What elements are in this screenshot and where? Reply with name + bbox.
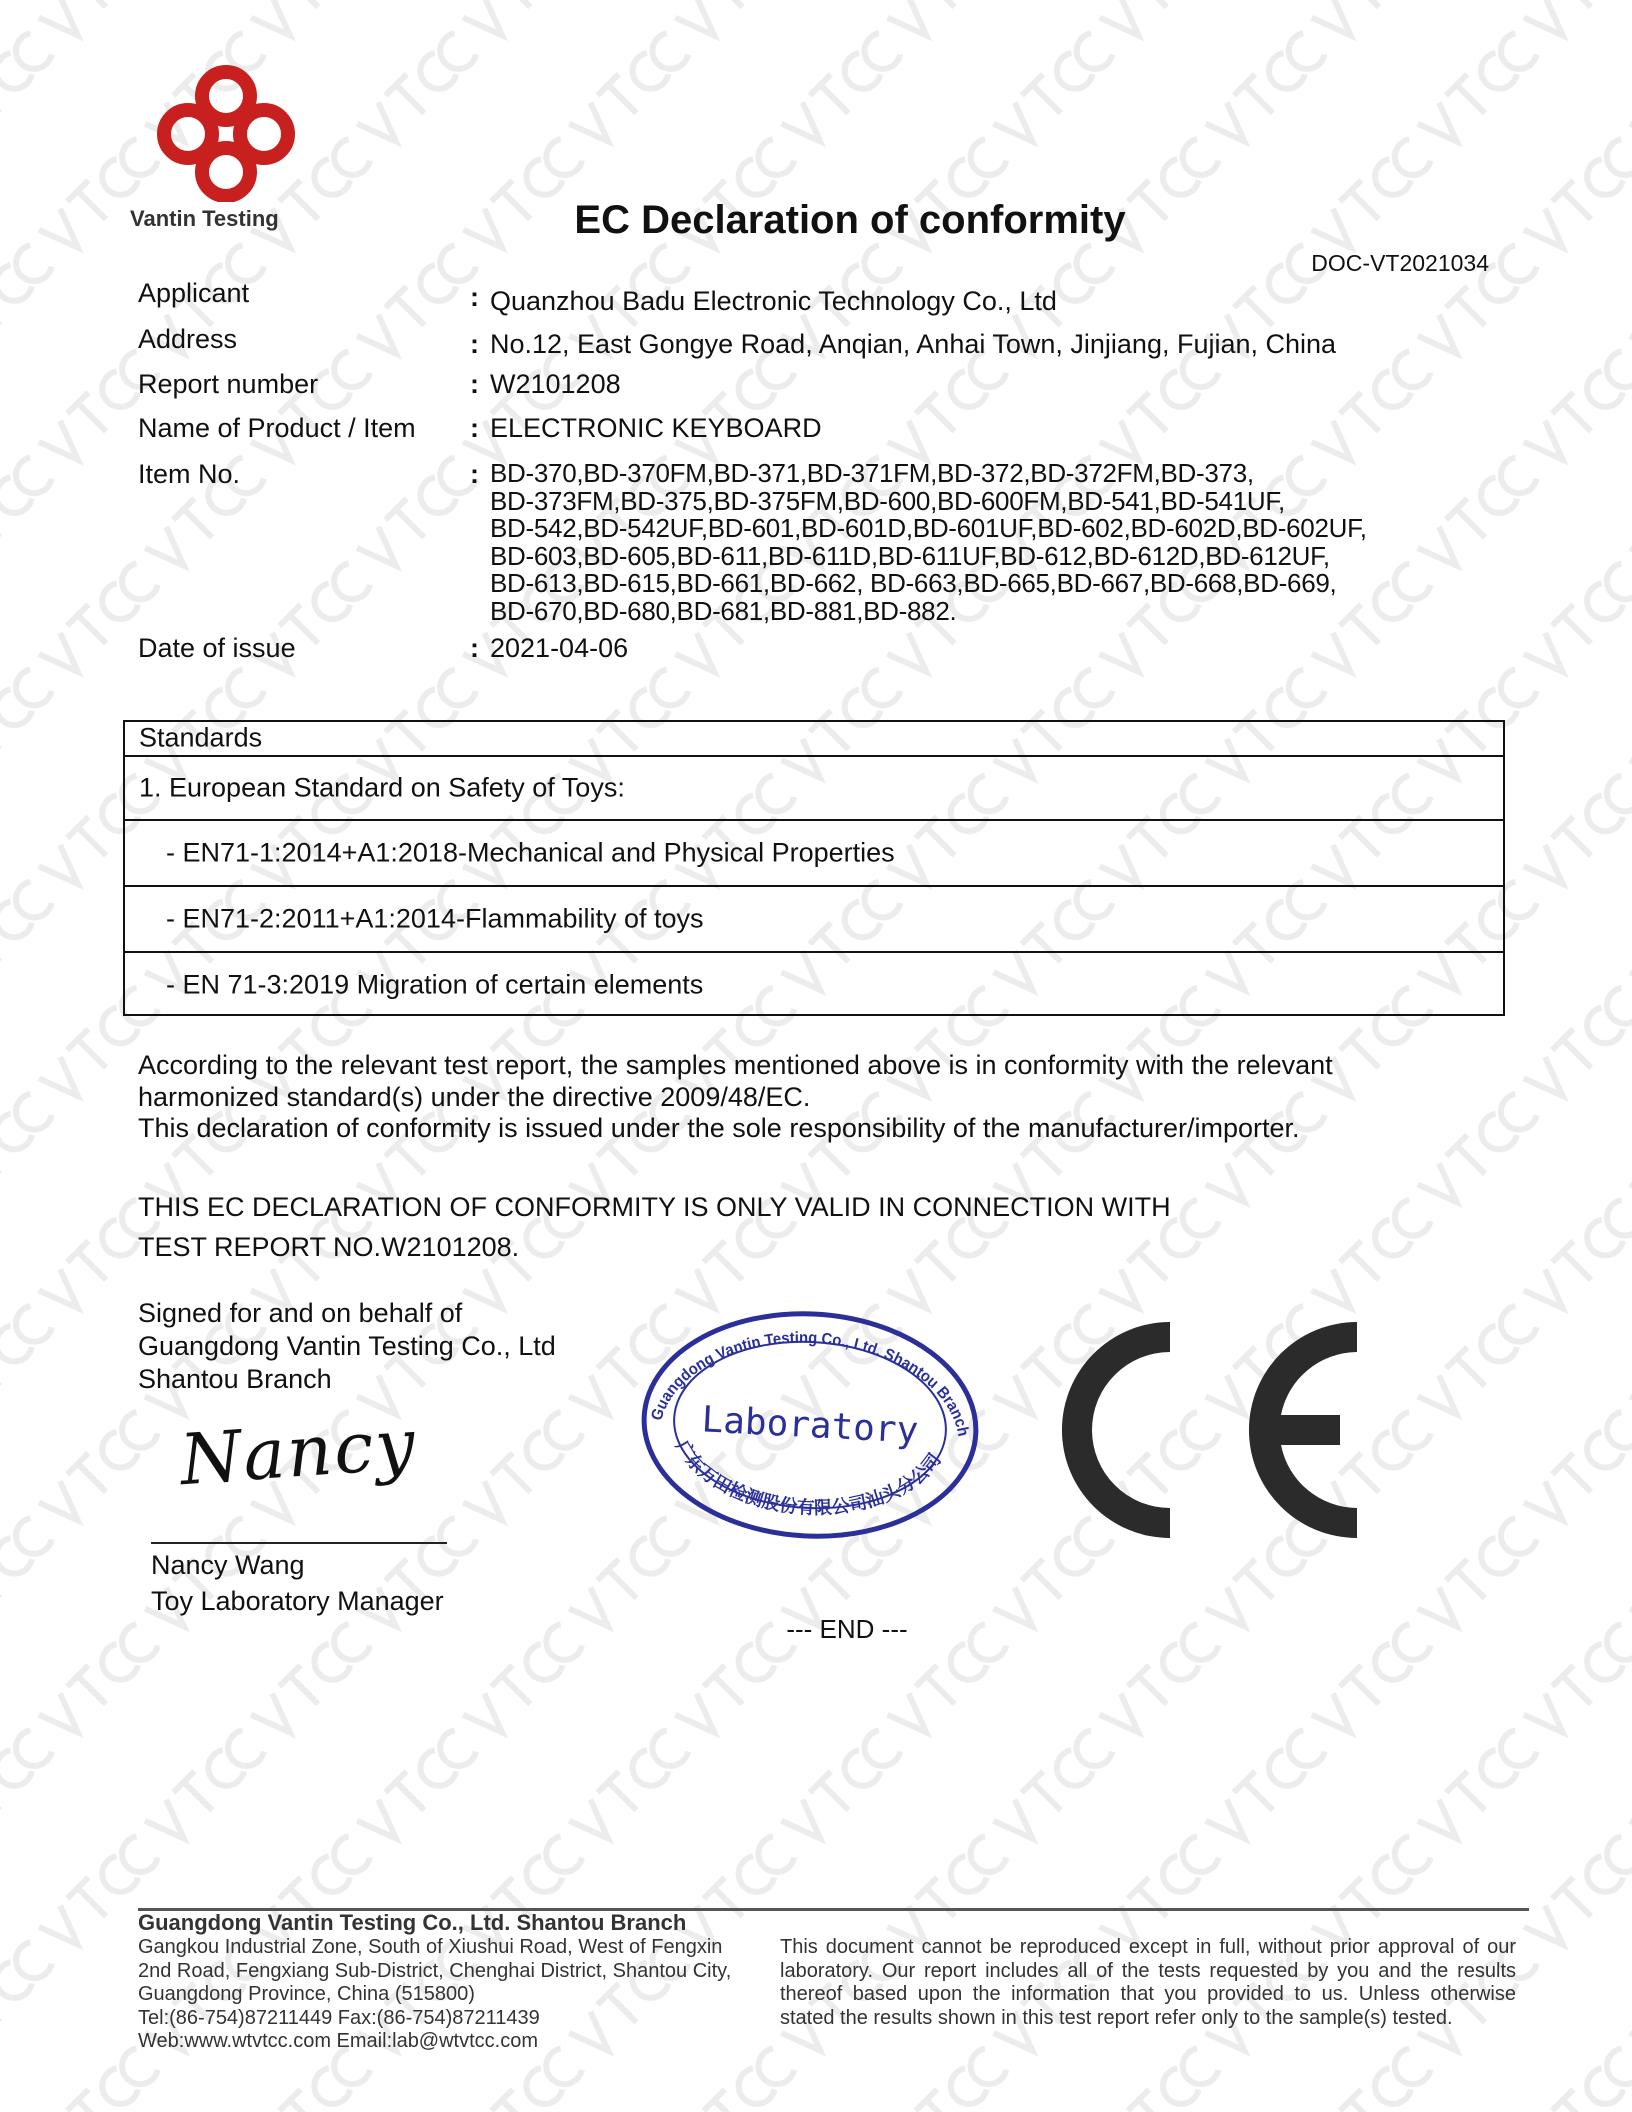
page-title: EC Declaration of conformity xyxy=(574,198,1126,242)
item-line: BD-613,BD-615,BD-661,BD-662, BD-663,BD-665,BD-667,BD-668,BD-669, xyxy=(490,568,1337,598)
logo-text: Vantin Testing xyxy=(130,206,279,231)
ce-mark-icon xyxy=(1050,1320,1360,1540)
colon: : xyxy=(470,329,479,359)
item-no-label: Item No. xyxy=(138,459,241,489)
item-line: BD-373FM,BD-375,BD-375FM,BD-600,BD-600FM,BD-541,BD-541UF, xyxy=(490,485,1285,516)
table-row xyxy=(125,951,1503,1016)
conformity-line: According to the relevant test report, the samples mentioned above is in conformity with the relevant xyxy=(138,1050,1333,1080)
address-label: Address xyxy=(138,324,238,354)
signature-line xyxy=(151,1542,447,1544)
report-number-label: Report number xyxy=(138,369,319,399)
doc-number: DOC-VT2021034 xyxy=(1311,250,1489,276)
product-label: Name of Product / Item xyxy=(138,413,416,443)
colon: : xyxy=(470,282,479,312)
standard-text: 1. European Standard on Safety of Toys: xyxy=(139,772,625,803)
table-row xyxy=(125,885,1503,951)
validity-line: THIS EC DECLARATION OF CONFORMITY IS ONLY VALID IN CONNECTION WITH xyxy=(138,1192,1171,1222)
date-label: Date of issue xyxy=(138,633,296,663)
colon: : xyxy=(470,633,479,663)
colon: : xyxy=(470,413,479,443)
vantin-logo-icon xyxy=(140,62,320,202)
item-line: BD-603,BD-605,BD-611,BD-611D,BD-611UF,BD-612,BD-612D,BD-612UF, xyxy=(490,540,1330,571)
footer-line: Gangkou Industrial Zone, South of Xiushui Road, West of Fengxin xyxy=(138,1936,723,1958)
signed-line: Signed for and on behalf of xyxy=(138,1298,463,1328)
validity-line: TEST REPORT NO.W2101208. xyxy=(138,1232,520,1262)
table-row xyxy=(125,819,1503,885)
report-number-value: W2101208 xyxy=(490,369,621,399)
item-line: BD-370,BD-370FM,BD-371,BD-371FM,BD-372,BD-372FM,BD-373, xyxy=(490,458,1254,488)
stamp-ring-top: Guangdong Vantin Testing Co., Ltd. Shantou Branch xyxy=(648,1329,972,1439)
address-value: No.12, East Gongye Road, Anqian, Anhai Town, Jinjiang, Fujian, China xyxy=(490,329,1337,359)
standard-text: - EN71-1:2014+A1:2018-Mechanical and Physical Properties xyxy=(166,837,895,868)
colon: : xyxy=(470,369,479,399)
footer-divider xyxy=(138,1908,1529,1911)
handwritten-signature: Nancy xyxy=(177,1402,420,1502)
footer-disclaimer: This document cannot be reproduced except in full, without prior approval of our laboratory. Our report includes all of the tests requested by you and the results thereof based upon the information that you provided to us. Unless otherwise stated the results shown in this test report refer only to the sample(s) tested. xyxy=(780,1936,1516,2029)
item-line: BD-542,BD-542UF,BD-601,BD-601D,BD-601UF,BD-602,BD-602D,BD-602UF, xyxy=(490,513,1367,543)
footer-line: Tel:(86-754)87211449 Fax:(86-754)87211439 xyxy=(138,2006,540,2029)
colon: : xyxy=(470,459,479,489)
table-row xyxy=(125,755,1503,819)
validity-statement xyxy=(138,1187,1171,1267)
standards-header: Standards xyxy=(139,722,263,753)
laboratory-stamp xyxy=(634,1301,986,1548)
standard-text: - EN 71-3:2019 Migration of certain elements xyxy=(166,969,704,999)
signed-line: Guangdong Vantin Testing Co., Ltd xyxy=(138,1331,556,1361)
end-marker: --- END --- xyxy=(786,1614,908,1644)
standard-text: - EN71-2:2011+A1:2014-Flammability of toys xyxy=(166,903,704,934)
conformity-line: This declaration of conformity is issued under the sole responsibility of the manufacturer/importer. xyxy=(138,1113,1300,1143)
signed-line: Shantou Branch xyxy=(138,1364,332,1394)
stamp-center: Laboratory xyxy=(700,1399,920,1452)
footer-line: 2nd Road, Fengxiang Sub-District, Chenghai District, Shantou City, xyxy=(138,1959,732,1982)
footer-company: Guangdong Vantin Testing Co., Ltd. Shantou Branch xyxy=(138,1910,687,1935)
footer-line: Guangdong Province, China (515800) xyxy=(138,1983,475,2005)
date-value: 2021-04-06 xyxy=(490,633,629,663)
applicant-value: Quanzhou Badu Electronic Technology Co., Ltd xyxy=(490,286,1057,316)
conformity-statement xyxy=(138,1050,1333,1145)
conformity-line: harmonized standard(s) under the directive 2009/48/EC. xyxy=(138,1081,811,1112)
item-line: BD-670,BD-680,BD-681,BD-881,BD-882. xyxy=(490,595,957,626)
signed-for xyxy=(138,1297,556,1396)
stamp-ring-bottom: 广东万田检测股份有限公司汕头分公司 xyxy=(671,1437,946,1519)
standards-table xyxy=(123,720,1505,1016)
signer-name: Nancy Wang xyxy=(151,1550,305,1580)
item-no-list xyxy=(490,460,1367,625)
standards-header-row xyxy=(125,720,1503,756)
applicant-label: Applicant xyxy=(138,278,250,308)
footer-company-info xyxy=(138,1910,731,2054)
signer-position: Toy Laboratory Manager xyxy=(151,1586,444,1616)
footer-line: Web:www.wtvtcc.com Email:lab@wtvtcc.com xyxy=(138,2030,539,2052)
product-value: ELECTRONIC KEYBOARD xyxy=(490,413,822,443)
